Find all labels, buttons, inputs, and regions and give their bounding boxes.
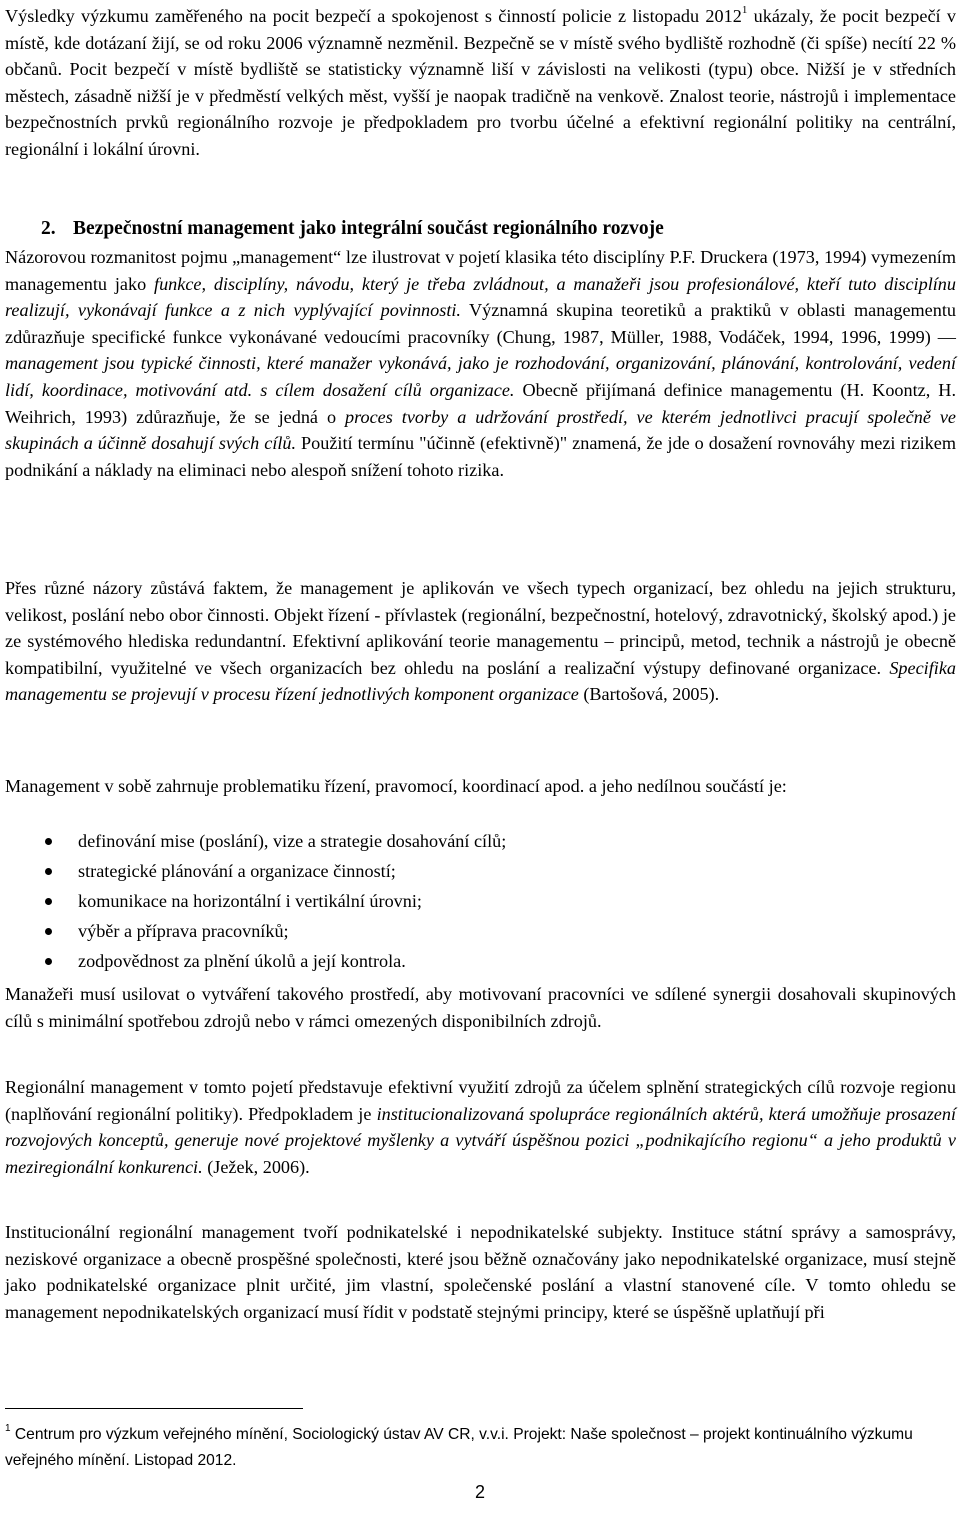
text-run: Regionální management v tomto pojetí představuje efektivní využití zdrojů za účelem splnění strategických cílů rozvoje regionu (naplňování regionální politiky). Předpokladem je [5, 1077, 956, 1124]
text-run: (Ježek, 2006). [202, 1156, 310, 1177]
lead-text-part2: ukázaly, že pocit bezpečí v místě, kde dotázaní žijí, se od roku 2006 významně nezměnil. Bezpečně se v místě svého bydliště rozhodně (či spíše) necítí 22 % občanů. Pocit bezpečí v místě bydliště se statisticky významně liší v závislosti na velikosti (typu) obce. Nižší je v středních městech, zásadně nižší je v předměstí velkých měst, vyšší je naopak tradičně na venkově. Znalost teorie, nástrojů i implementace bezpečnostních prvků regionálního rozvoje je předpokladem pro tvorbu účelné a efektivní regionální politiky na centrální, regionální i lokální úrovni. [5, 6, 956, 159]
italic-run: funkce, disciplíny, návodu, který je třeba zvládnout, a manažeři jsou profesionálové, kteří tuto disciplínu realizují, vykonávají funkce a z nich vyplývající povinnosti. [5, 273, 956, 321]
text-run: Obecně přijímaná definice managementu (H. Koontz, H. Weihrich, 1993) zdůrazňuje, že se jedná o [5, 379, 956, 427]
italic-run: Specifika managementu se projevují v procesu řízení jednotlivých komponent organizace [5, 657, 956, 705]
footnote-separator [5, 1408, 303, 1409]
text-run: Názorovou rozmanitost pojmu „management“ lze ilustrovat v pojetí klasika této disciplíny P.F. Druckera (1973, 1994) vymezením managementu jako [5, 247, 956, 294]
paragraph-managers: Manažeři musí usilovat o vytváření takového prostředí, aby motivovaní pracovníci ve sdílené synergii dosahovali skupinových cílů s minimální spotřebou zdrojů nebo v rámci omezených disponibilních zdrojů. [5, 984, 956, 1031]
list-item: definování mise (poslání), vize a strategie dosahování cílů; [5, 828, 956, 855]
footnote-text: Centrum pro výzkum veřejného mínění, Sociologický ústav AV CR, v.v.i. Projekt: Naše společnost – projekt kontinuálního výzkumu veřejného mínění. Listopad 2012. [5, 1426, 913, 1469]
list-item: strategické plánování a organizace činností; [5, 858, 956, 885]
section-heading [5, 215, 956, 243]
text-run: Použití termínu "účinně (efektivně)" znamená, že jde o dosažení rovnováhy mezi rizikem podnikání a náklady na eliminaci nebo alespoň snížení tohoto rizika. [5, 433, 956, 480]
lead-paragraph [5, 3, 956, 163]
text-run: Přes různé názory zůstává faktem, že management je aplikován ve všech typech organizací, bez ohledu na jejich strukturu, velikost, poslání nebo obor činnosti. Objekt řízení - přívlastek (regionální, bezpečnostní, hotelový, zdravotnický, školský apod.) je ze systémového hlediska redundantní. Efektivní aplikování teorie managementu – principů, metod, technik a nástrojů je obecně kompatibilní, využitelné ve všech organizacích bez ohledu na poslání a realizační výstupy definované organizace. [5, 578, 956, 678]
paragraph-management-definition [5, 244, 956, 483]
text-run: Významná skupina teoretiků a praktiků v oblasti managementu zdůrazňuje specifické funkce vykonávané vedoucími pracovníky (Chung, 1987, Müller, 1988, Vodáček, 1994, 1996, 1999) — [5, 300, 956, 347]
bullet-list [5, 828, 956, 978]
text-run: (Bartošová, 2005). [578, 684, 720, 705]
italic-run: management jsou typické činnosti, které manažer vykonává, jako je rozhodování, organizování, plánování, kontrolování, vedení lidí, koordinace, motivování atd. s cílem dosažení cílů organizace. [5, 353, 956, 400]
list-item: výběr a příprava pracovníků; [5, 918, 956, 945]
section-title: Bezpečnostní management jako integrální součást regionálního rozvoje [73, 218, 664, 239]
paragraph-institutional: Institucionální regionální management tvoří podnikatelské i nepodnikatelské subjekty. Instituce státní správy a samosprávy, neziskové organizace a obecně prospěšné společnosti, které jsou běžně označovány jako nepodnikatelské organizace, musí stejně jako podnikatelské organizace plnit určité, jim vlastní, společenské poslání a vlastní stanovené cíle. V tomto ohledu se management nepodnikatelských organizací musí řídit v podstatě stejnými principy, které se úspěšně uplatňují při [5, 1222, 956, 1322]
list-item: komunikace na horizontální i vertikální úrovni; [5, 888, 956, 915]
footnote-reference: 1 [741, 4, 748, 16]
italic-run: proces tvorby a udržování prostředí, ve kterém jednotlivci pracují společně ve skupinách a účinně dosahují svých cílů. [5, 406, 957, 454]
paragraph-universality [5, 575, 956, 708]
list-item: zodpovědnost za plnění úkolů a její kontrola. [5, 948, 956, 975]
italic-run: institucionalizovaná spolupráce regionálních aktérů, která umožňuje prosazení rozvojových konceptů, generuje nové projektové myšlenky a vytváří úspěšnou pozici „podnikajícího regionu“ a jeho produktů v meziregionální konkurenci. [5, 1103, 957, 1177]
paragraph-problems-intro: Management v sobě zahrnuje problematiku řízení, pravomocí, koordinací apod. a jeho nedílnou součástí je: [5, 776, 787, 796]
footnote-marker: 1 [5, 1423, 11, 1434]
lead-text-part1: Výsledky výzkumu zaměřeného na pocit bezpečí a spokojenost s činností policie z listopadu 2012 [5, 6, 742, 26]
footnote [5, 1422, 956, 1474]
section-number: 2. [41, 218, 56, 239]
paragraph-regional-management [5, 1074, 956, 1180]
page-number: 2 [474, 1482, 485, 1502]
